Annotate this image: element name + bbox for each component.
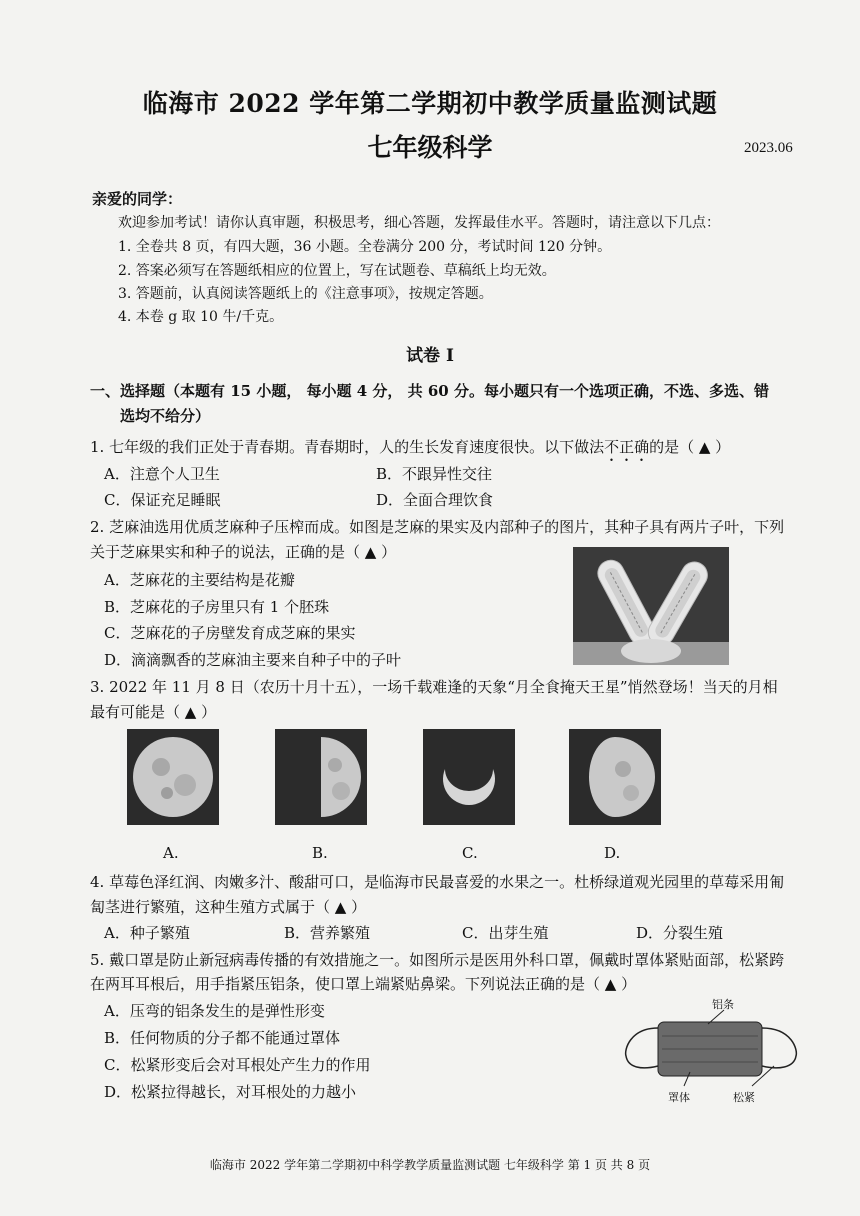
question-1-option-c: C．保证充足睡眠 — [104, 491, 221, 509]
question-1-option-d: D．全面合理饮食 — [376, 491, 494, 509]
question-4-stem-cont: 匐茎进行繁殖，这种生殖方式属于（ ▲ ） — [90, 898, 367, 916]
moon-phase-gibbous — [569, 729, 661, 825]
question-3-stem-cont: 最有可能是（ ▲ ） — [90, 703, 217, 721]
section-heading-cont: 选均不给分） — [120, 407, 211, 425]
moon-label-d: D. — [604, 844, 621, 862]
exam-date: 2023.06 — [744, 140, 793, 156]
label-aluminum-strip: 铝条 — [712, 998, 734, 1011]
question-1-text: 1. 七年级的我们正处于青春期。青春期时，人的生长发育速度很快。以下做法 — [90, 438, 605, 456]
exam-title: 临海市 2022 学年第二学期初中教学质量监测试题 — [142, 89, 718, 118]
paper-title: 试卷 Ⅰ — [406, 346, 454, 366]
question-2-stem: 2. 芝麻油选用优质芝麻种子压榨而成。如图是芝麻的果实及内部种子的图片，其种子具有两片子叶，下列 — [90, 518, 785, 536]
instruction-line: 3. 答题前，认真阅读答题纸上的《注意事项》，按规定答题。 — [118, 286, 493, 302]
question-1-stem — [90, 436, 730, 465]
exam-subtitle: 七年级科学 — [367, 133, 493, 162]
question-4-option-b: B．营养繁殖 — [284, 924, 371, 942]
question-2-stem-cont: 关于芝麻果实和种子的说法，正确的是（ ▲ ） — [90, 543, 397, 561]
instruction-line: 欢迎参加考试！请你认真审题，积极思考，细心答题，发挥最佳水平。答题时，请注意以下几点： — [118, 215, 720, 231]
label-mask-body: 罩体 — [668, 1091, 690, 1104]
question-1-emphasis: 不正确 — [604, 438, 650, 456]
question-4-option-d: D．分裂生殖 — [636, 924, 724, 942]
question-5-option-b: B．任何物质的分子都不能通过罩体 — [104, 1029, 341, 1047]
instruction-line: 2. 答案必须写在答题纸相应的位置上，写在试题卷、草稿纸上均无效。 — [118, 263, 556, 279]
question-5-stem: 5. 戴口罩是防止新冠病毒传播的有效措施之一。如图所示是医用外科口罩，佩戴时罩体紧贴面部，松紧跨 — [90, 951, 785, 969]
moon-label-b: B. — [312, 844, 328, 862]
page-footer: 临海市 2022 学年第二学期初中科学教学质量监测试题 七年级科学 第 1 页 共 8 页 — [209, 1158, 651, 1172]
instruction-line: 4. 本卷 g 取 10 牛/千克。 — [118, 309, 284, 325]
question-5-option-a: A．压弯的铝条发生的是弹性形变 — [104, 1002, 325, 1020]
greeting: 亲爱的同学： — [92, 190, 183, 208]
question-2-option-b: B．芝麻花的子房里只有 1 个胚珠 — [104, 598, 330, 616]
label-elastic-band: 松紧 — [733, 1091, 755, 1104]
question-5-stem-cont: 在两耳耳根后，用手指紧压铝条，使口罩上端紧贴鼻梁。下列说法正确的是（ ▲ ） — [90, 975, 637, 993]
moon-label-c: C. — [462, 844, 478, 862]
mask-diagram — [622, 994, 800, 1104]
instruction-line: 1. 全卷共 8 页，有四大题，36 小题。全卷满分 200 分，考试时间 120 分钟。 — [118, 239, 612, 255]
question-4-option-a: A．种子繁殖 — [104, 924, 190, 942]
question-1-option-b: B．不跟异性交往 — [376, 465, 493, 483]
question-2-option-c: C．芝麻花的子房壁发育成芝麻的果实 — [104, 624, 356, 642]
question-2-option-a: A．芝麻花的主要结构是花瓣 — [104, 571, 295, 589]
question-5-option-c: C．松紧形变后会对耳根处产生力的作用 — [104, 1056, 371, 1074]
moon-phase-half — [275, 729, 367, 825]
sesame-fruit-photo — [573, 547, 729, 665]
question-1-option-a: A．注意个人卫生 — [104, 465, 220, 483]
question-2-option-d: D．滴滴飘香的芝麻油主要来自种子中的子叶 — [104, 651, 402, 669]
moon-phase-full — [127, 729, 219, 825]
question-5-option-d: D．松紧拉得越长，对耳根处的力越小 — [104, 1083, 357, 1101]
question-4-option-c: C．出芽生殖 — [462, 924, 549, 942]
question-4-stem: 4. 草莓色泽红润、肉嫩多汁、酸甜可口，是临海市民最喜爱的水果之一。杜桥绿道观光园里的草莓采用匍 — [90, 873, 785, 891]
section-heading: 一、选择题（本题有 15 小题， 每小题 4 分， 共 60 分。每小题只有一个选项正确，不选、多选、错 — [90, 382, 769, 400]
question-3-stem: 3. 2022 年 11 月 8 日（农历十月十五），一场千载难逢的天象“月全食掩天王星”悄然登场！当天的月相 — [90, 678, 778, 696]
question-1-text-end: 的是（ ▲ ） — [649, 438, 731, 456]
moon-phase-crescent — [423, 729, 515, 825]
moon-label-a: A. — [163, 844, 179, 862]
